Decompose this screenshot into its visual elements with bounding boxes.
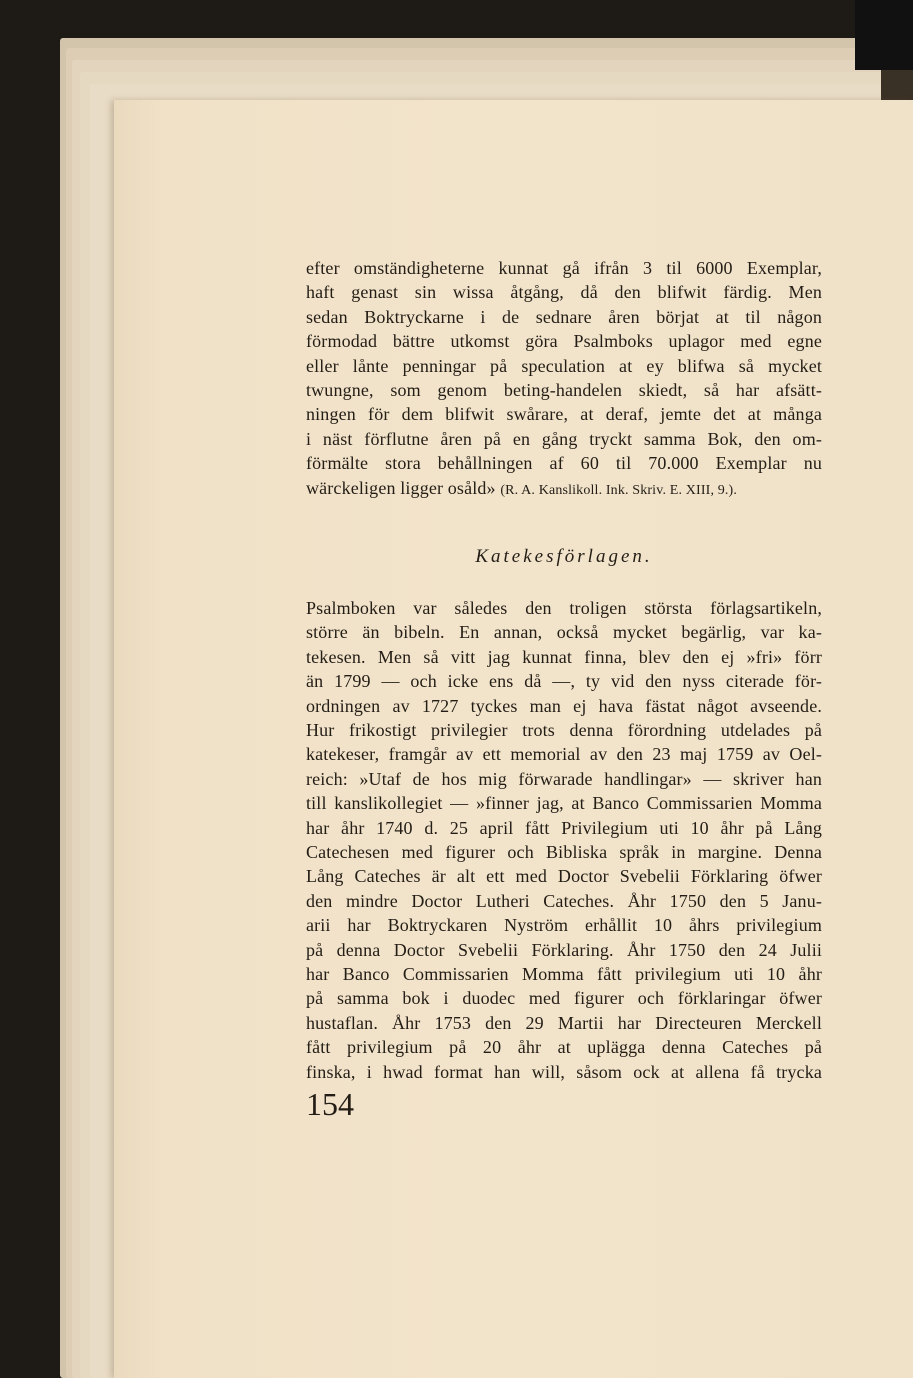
text-line: den mindre Doctor Lutheri Cateches. Åhr 1750 den 5 Janu- [306,890,822,911]
text-line: eller lånte penningar på speculation at ey blifwa så mycket [306,355,822,376]
text-line: fått privilegium på 20 åhr at uplägga denna Cateches på [306,1037,822,1058]
text-line: Psalmboken var således den troligen största förlagsartikeln, [306,598,822,618]
text-line: ningen för dem blifwit swårare, at deraf, jemte det at många [306,404,822,425]
text-line: i näst förflutne åren på en gång tryckt samma Bok, den om- [306,428,822,449]
text-line: förmälte stora behållningen af 60 til 70.000 Exemplar nu [306,453,822,474]
text-line-with-reference [306,476,822,500]
text-line: efter omständigheterne kunnat gå ifrån 3 til 6000 Exemplar, [306,258,822,278]
text-line: tekesen. Men så vitt jag kunnat finna, blev den ej »fri» förr [306,646,822,667]
text-line: har åhr 1740 d. 25 april fått Privilegium uti 10 åhr på Lång [306,817,822,838]
text-line: till kanslikollegiet — »finner jag, at Banco Commissarien Momma [306,793,822,814]
adjacent-page-edge [881,70,913,100]
text-line: har Banco Commissarien Momma fått privilegium uti 10 åhr [306,964,822,984]
text-line: än 1799 — och icke ens då —, ty vid den nyss citerade för- [306,671,822,692]
text-line: twungne, som genom beting-handelen skiedt, så har afsätt- [306,380,822,400]
text-line: arii har Boktryckaren Nyström erhållit 10 åhrs privilegium [306,915,822,936]
text-line-main: wärckeligen ligger osåld» [306,477,496,498]
text-line: Catechesen med figurer och Bibliska språk in margine. Denna [306,842,822,862]
text-line: haft genast sin wissa åtgång, då den blifwit färdig. Men [306,282,822,303]
text-line: finska, i hwad format han will, såsom ock at allena få trycka [306,1061,822,1082]
text-line: Hur frikostigt privilegier trots denna förordning utdelades på [306,720,822,740]
text-line: reich: »Utaf de hos mig förwarade handlingar» — skriver han [306,768,822,789]
text-line: större än bibeln. En annan, också mycket begärlig, var ka- [306,622,822,643]
text-line: hustaflan. Åhr 1753 den 29 Martii har Directeuren Merckell [306,1012,822,1033]
text-line: på samma bok i duodec med figurer och förklaringar öfwer [306,988,822,1009]
text-line: förmodad bättre utkomst göra Psalmboks uplagor med egne [306,331,822,352]
text-line: katekeser, framgår av ett memorial av den 23 maj 1759 av Oel- [306,744,822,765]
text-line: på denna Doctor Svebelii Förklaring. Åhr 1750 den 24 Julii [306,939,822,960]
page-number: 154 [306,1086,354,1122]
text-line: Lång Cateches är alt ett med Doctor Svebelii Förklaring öfwer [306,866,822,887]
text-line: ordningen av 1727 tyckes man ej hava fästat något avseende. [306,695,822,716]
background-corner [855,0,913,70]
text-line: sedan Boktryckarne i de sednare åren börjat at til någon [306,306,822,327]
section-heading: Katekesförlagen. [475,546,653,567]
archive-reference: (R. A. Kanslikoll. Ink. Skriv. E. XIII, 9.). [500,482,738,498]
